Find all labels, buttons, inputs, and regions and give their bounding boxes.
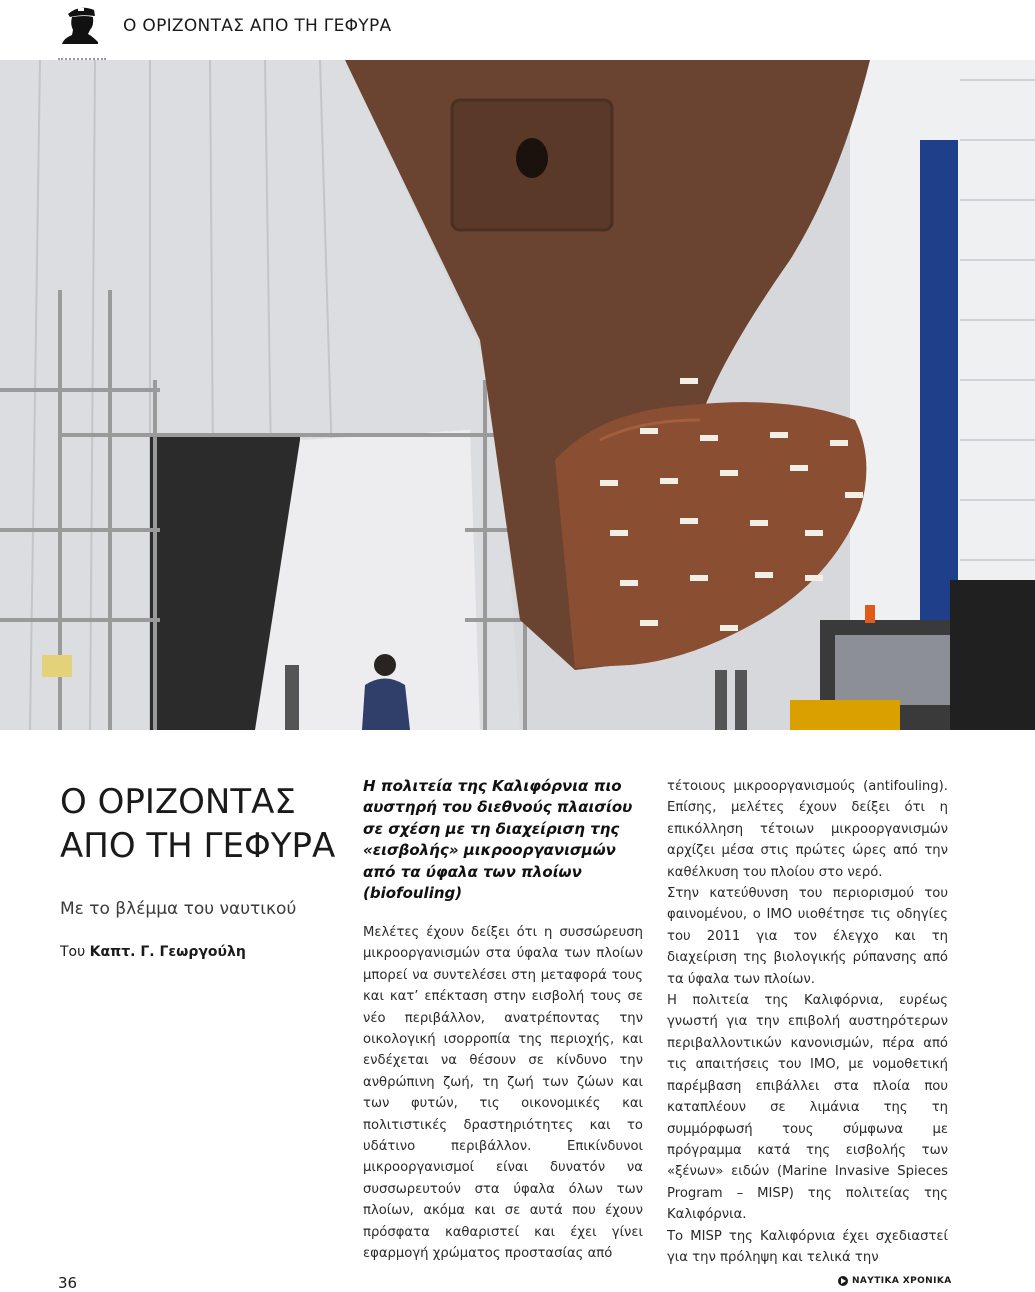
magazine-brand xyxy=(838,1276,952,1286)
page-header xyxy=(0,0,1035,60)
captain-silhouette-icon xyxy=(62,2,98,44)
article-title-line1: Ο ΟΡΙΖΟΝΤΑΣ xyxy=(60,782,296,822)
body-paragraph: Μελέτες έχουν δείξει ότι η συσσώρευση μικροοργανισμών στα ύφαλα των πλοίων μπορεί να συντελέσει στη μεταφορά τους και κατ’ επέκταση στην εισβολή τους σε νέο περιβάλλον, ανατρέποντας την οικολογική ισορροπία της περιοχής, και ενδέχεται να θέσουν σε κίνδυνο την ανθρώπινη ζωή, τη ζωή των ζώων και των φυτών, τις οικονομικές και πολιτιστικές δραστηριότητες και το υδάτινο περιβάλλον. Επικίνδυνοι μικροοργανισμοί είναι δυνατόν να συσσωρευτούν στα ύφαλα όλων των πλοίων, ακόμα και σε αυτά που έχουν πρόσφατα καθαριστεί και έχει γίνει εφαρμογή χρώματος προστασίας από xyxy=(363,925,643,1262)
byline-author: Καπτ. Γ. Γεωργούλη xyxy=(89,944,246,960)
article-title xyxy=(60,780,350,868)
body-column-2 xyxy=(363,922,643,1265)
hero-photo xyxy=(0,60,1035,730)
article-lead: Η πολιτεία της Καλιφόρνια πιο αυστηρή του διεθνούς πλαισίου σε σχέση με τη διαχείριση της «εισβολής» μικροοργανισμών από τα ύφαλα των πλοίων (biofouling) xyxy=(363,777,633,903)
byline-prefix: Του xyxy=(60,944,86,960)
body-paragraph: Η πολιτεία της Καλιφόρνια, ευρέως γνωστή για την επιβολή αυστηρότερων περιβαλλοντικών κανονισμών, πέρα από τις απαιτήσεις του IMO, με νομοθετική παρέμβαση επιβάλλει στα πλοία που καταπλέουν σε λιμάνια της τη συμμόρφωσή τους σύμφωνα με πρόγραμμα κατά της εισβολής των «ξένων» ειδών (Marine Invasive Spieces Program – MISP) της πολιτείας της Καλιφόρνια. xyxy=(667,993,948,1223)
brand-name: ΝΑΥΤΙΚΑ ΧΡΟΝΙΚΑ xyxy=(852,1276,952,1286)
body-paragraph: Στην κατεύθυνση του περιορισμού του φαινομένου, ο IMO υιοθέτησε τις οδηγίες του 2011 για τον έλεγχο και τη διαχείριση της βιολογικής ρύπανσης από τα ύφαλα των πλοίων. xyxy=(667,886,948,987)
body-column-3 xyxy=(667,776,948,1268)
article-subtitle: Με το βλέμμα του ναυτικού xyxy=(60,899,297,919)
page-number: 36 xyxy=(58,1274,78,1292)
body-paragraph: Το MISP της Καλιφόρνια έχει σχεδιαστεί για την πρόληψη και τελικά την xyxy=(667,1228,948,1265)
body-paragraph: τέτοιους μικροοργανισμούς (antifouling). Επίσης, μελέτες έχουν δείξει ότι η επικόλληση τέτοιων μικροοργανισμών αρχίζει μέσα στις πρώτες ώρες από την καθέλκυση του πλοίου στο νερό. xyxy=(667,779,948,880)
byline xyxy=(60,944,246,960)
article-title-line2: ΑΠΟ ΤΗ ΓΕΦΥΡΑ xyxy=(60,826,336,866)
section-title: Ο ΟΡΙΖΟΝΤΑΣ ΑΠΟ ΤΗ ΓΕΦΥΡΑ xyxy=(123,16,392,36)
play-circle-icon xyxy=(838,1276,848,1286)
